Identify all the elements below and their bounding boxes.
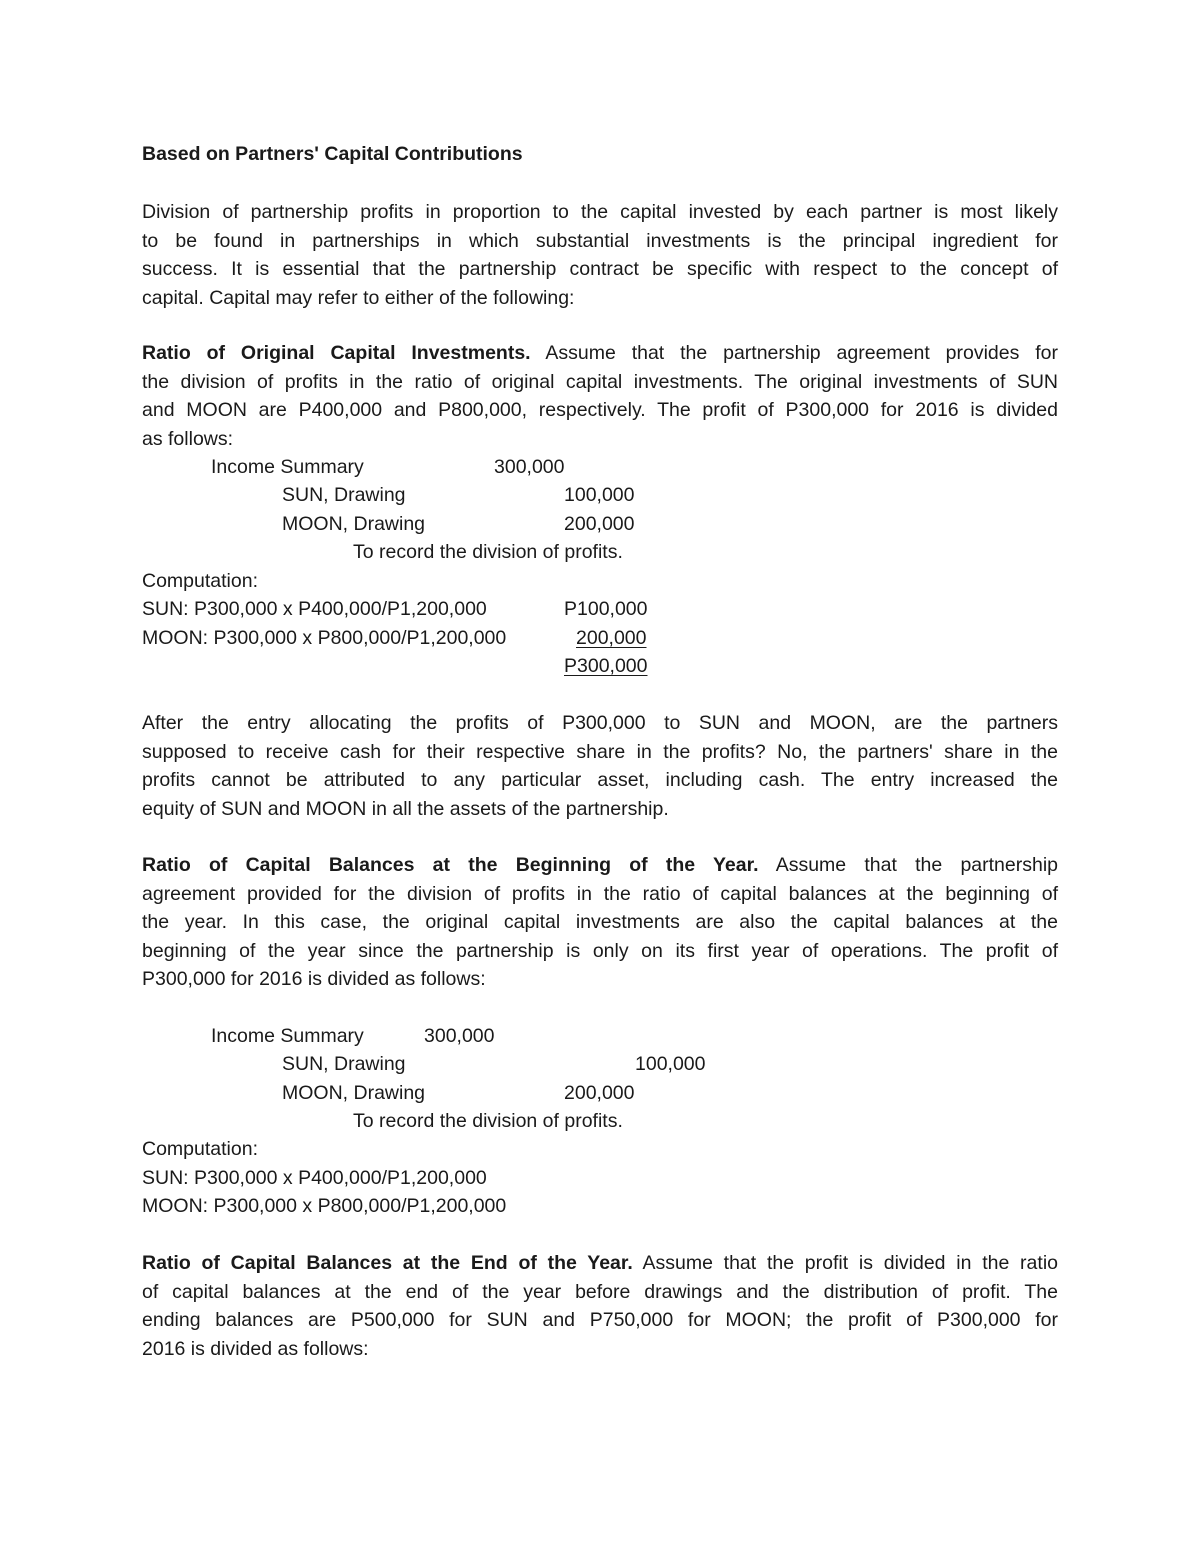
entry-credit-amount: 200,000 (564, 513, 635, 535)
entry-debit-amount: 300,000 (424, 1025, 495, 1047)
paragraph-line: equity of SUN and MOON in all the assets of the partnership. (142, 797, 669, 820)
entry-credit-amount: 200,000 (564, 1082, 635, 1104)
computation-sun-amount: P100,000 (564, 598, 648, 620)
section-line: 2016 is divided as follows: (142, 1337, 369, 1360)
section-line: agreement provided for the division of profits in the ratio of capital balances at the beginning of (142, 882, 1058, 905)
section-line: as follows: (142, 427, 234, 450)
entry-debit-account: Income Summary (211, 456, 364, 478)
intro-line: to be found in partnerships in which substantial investments is the principal ingredient for (142, 229, 1058, 252)
paragraph-line: After the entry allocating the profits of P300,000 to SUN and MOON, are the partners (142, 712, 1058, 734)
computation-sun: SUN: P300,000 x P400,000/P1,200,000 (142, 1167, 487, 1189)
intro-line: success. It is essential that the partnership contract be specific with respect to the concept of (142, 258, 1058, 280)
computation-total: P300,000 (564, 655, 648, 677)
section-first-line (142, 851, 1058, 880)
entry-debit-account: Income Summary (211, 1025, 364, 1047)
section-line: P300,000 for 2016 is divided as follows: (142, 968, 486, 990)
section-line: the year. In this case, the original capital investments are also the capital balances at the (142, 911, 1058, 933)
section-heading: Ratio of Original Capital Investments. (142, 342, 531, 364)
entry-debit-amount: 300,000 (494, 456, 565, 478)
intro-line: Division of partnership profits in proportion to the capital invested by each partner is most likely (142, 201, 1058, 223)
section-heading: Ratio of Capital Balances at the End of the Year. (142, 1252, 633, 1274)
page-title: Based on Partners' Capital Contributions (142, 143, 523, 165)
section-text: Assume that the profit is divided in the ratio (632, 1252, 1058, 1274)
section-line: of capital balances at the end of the year before drawings and the distribution of profit. The (142, 1280, 1058, 1303)
entry-explanation: To record the division of profits. (353, 1110, 623, 1132)
section-ending-balances (142, 1249, 1058, 1363)
computation-sun: SUN: P300,000 x P400,000/P1,200,000 (142, 598, 487, 620)
entry-credit-account: SUN, Drawing (282, 484, 406, 506)
section-line: beginning of the year since the partnership is only on its first year of operations. The profit of (142, 939, 1058, 962)
section-text: Assume that the partnership (758, 854, 1058, 876)
section-line: and MOON are P400,000 and P800,000, respectively. The profit of P300,000 for 2016 is divided (142, 399, 1058, 421)
section-beginning-balances (142, 851, 1058, 994)
entry-credit-account: SUN, Drawing (282, 1053, 406, 1075)
section-line: the division of profits in the ratio of original capital investments. The original investments of SUN (142, 370, 1058, 393)
entry-credit-amount: 100,000 (635, 1053, 706, 1075)
entry-explanation: To record the division of profits. (353, 541, 623, 563)
paragraph-line: profits cannot be attributed to any particular asset, including cash. The entry increased the (142, 769, 1058, 791)
section-heading: Ratio of Capital Balances at the Beginning of the Year. (142, 854, 759, 876)
entry-credit-account: MOON, Drawing (282, 513, 426, 535)
computation-moon: MOON: P300,000 x P800,000/P1,200,000 (142, 627, 507, 649)
section-first-line (142, 1249, 1058, 1278)
section-line: ending balances are P500,000 for SUN and P750,000 for MOON; the profit of P300,000 for (142, 1309, 1058, 1331)
entry-credit-amount: 100,000 (564, 484, 635, 506)
computation-label: Computation: (142, 1138, 258, 1160)
section-first-line (142, 339, 1058, 368)
computation-label: Computation: (142, 570, 258, 592)
entry-credit-account: MOON, Drawing (282, 1082, 426, 1104)
paragraph-line: supposed to receive cash for their respective share in the profits? No, the partners' share in the (142, 740, 1058, 763)
intro-line: capital. Capital may refer to either of the following: (142, 286, 575, 309)
computation-moon: MOON: P300,000 x P800,000/P1,200,000 (142, 1195, 507, 1217)
computation-moon-amount: 200,000 (576, 627, 647, 649)
after-entry-paragraph (142, 709, 1058, 823)
intro-paragraph (142, 198, 1058, 312)
section-original-capital (142, 339, 1058, 453)
section-text: Assume that the partnership agreement provides for (530, 342, 1058, 364)
